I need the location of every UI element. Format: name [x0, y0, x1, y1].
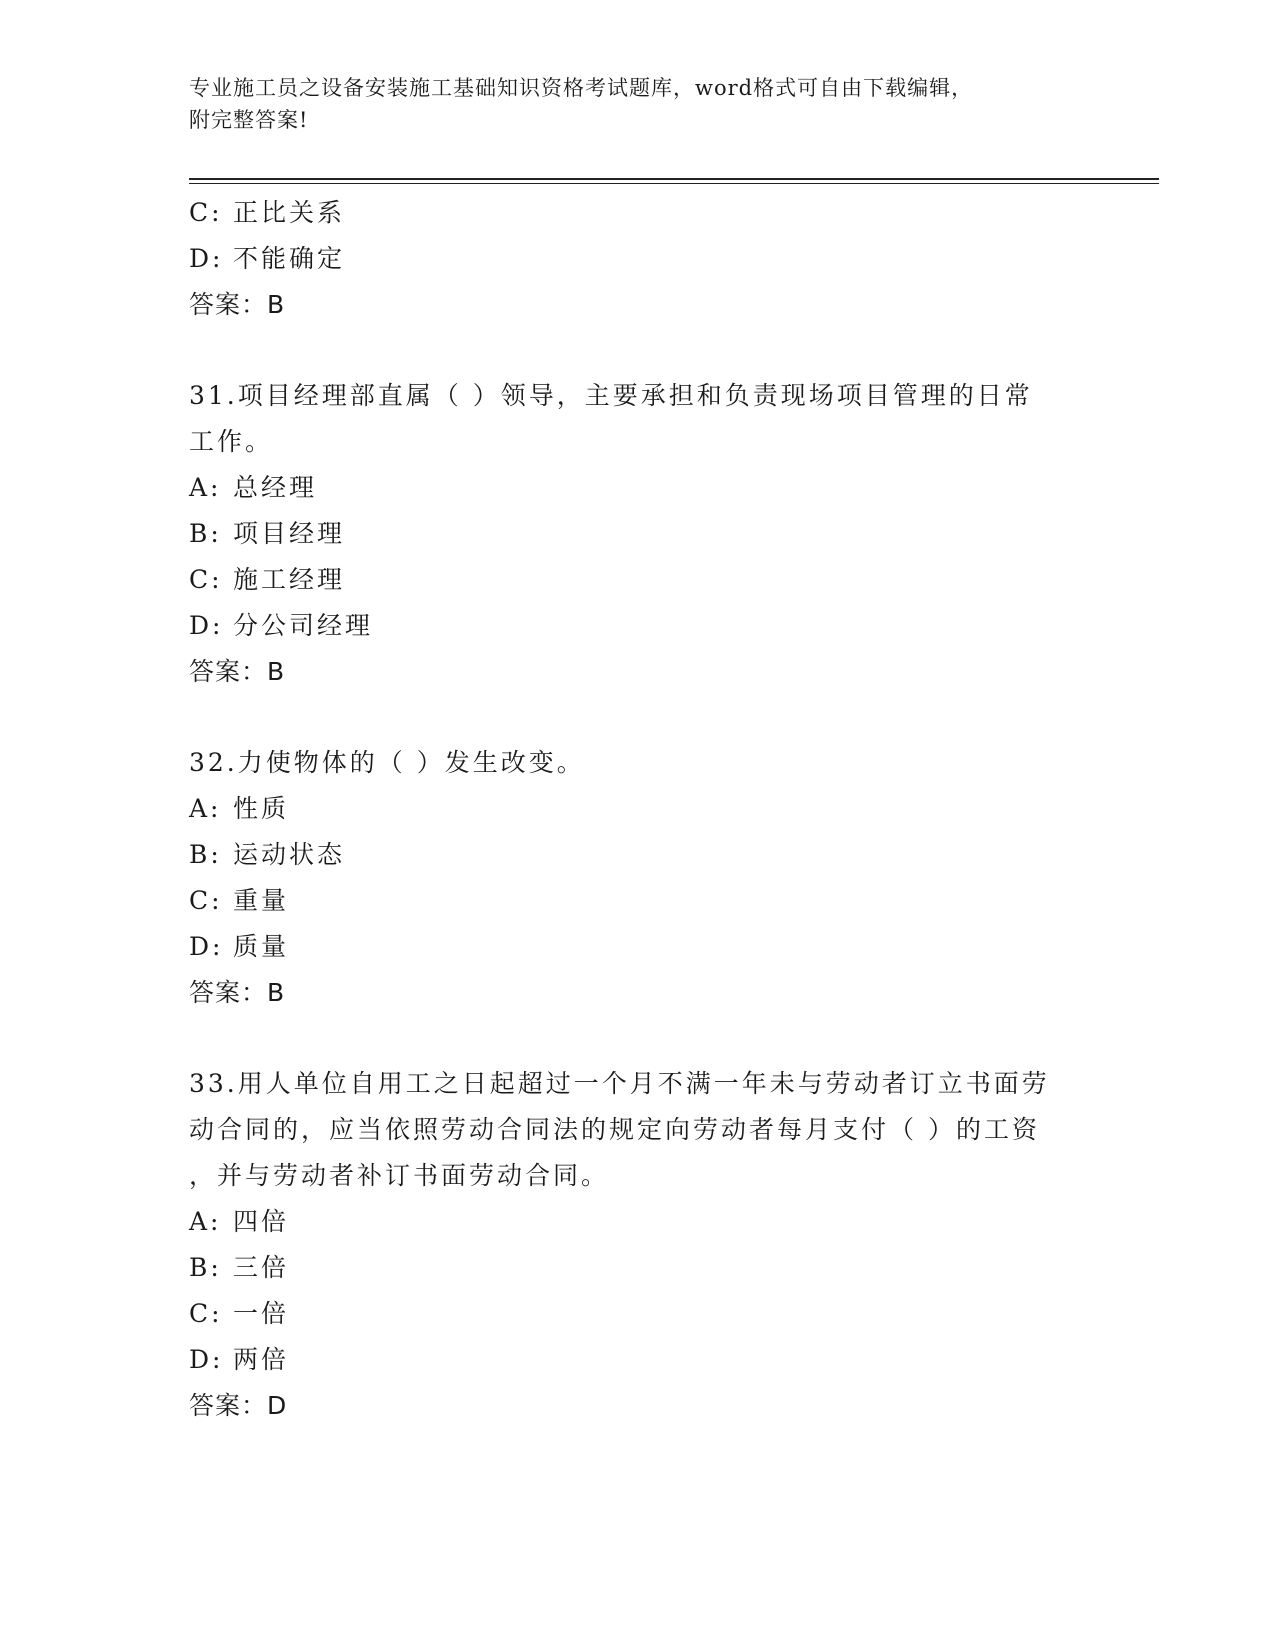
answer-line: 答案：D	[189, 1391, 288, 1420]
option-c	[189, 878, 1089, 924]
question-stem: 33.用人单位自用工之日起超过一个月不满一年未与劳动者订立书面劳	[189, 1069, 1050, 1098]
option-d	[189, 236, 1089, 282]
option-label: C:	[189, 198, 223, 227]
option-d	[189, 603, 1089, 649]
question-32	[189, 740, 1089, 1016]
option-text: 施工经理	[233, 565, 346, 594]
question-31	[189, 373, 1089, 695]
option-text: 质量	[233, 932, 290, 961]
option-a	[189, 465, 1089, 511]
option-text: 运动状态	[233, 840, 346, 869]
option-label: D:	[189, 244, 224, 273]
option-text: 性质	[233, 794, 290, 823]
option-label: C:	[189, 565, 223, 594]
option-c	[189, 1291, 1089, 1337]
option-text: 两倍	[233, 1345, 290, 1374]
question-stem-cont: 动合同的，应当依照劳动合同法的规定向劳动者每月支付（ ）的工资	[189, 1115, 1040, 1144]
question-stem: 32.力使物体的（ ）发生改变。	[189, 748, 585, 777]
option-b	[189, 511, 1089, 557]
header-title-line2: 附完整答案!	[189, 108, 309, 132]
option-text: 正比关系	[233, 198, 346, 227]
option-b	[189, 832, 1089, 878]
spacer	[189, 328, 1089, 373]
spacer	[189, 1016, 1089, 1061]
option-label: C:	[189, 886, 223, 915]
option-d	[189, 924, 1089, 970]
answer-line: 答案：B	[189, 290, 286, 319]
question-33	[189, 1061, 1089, 1429]
option-c	[189, 557, 1089, 603]
option-text: 项目经理	[233, 519, 346, 548]
option-d	[189, 1337, 1089, 1383]
answer-line: 答案：B	[189, 978, 286, 1007]
option-text: 三倍	[233, 1253, 290, 1282]
option-label: D:	[189, 1345, 224, 1374]
header-divider-thin	[189, 183, 1159, 184]
answer-line: 答案：B	[189, 657, 286, 686]
header-divider	[189, 178, 1159, 180]
option-label: A:	[189, 1207, 222, 1236]
option-text: 重量	[233, 886, 290, 915]
option-text: 不能确定	[233, 244, 346, 273]
prev-question	[189, 190, 1089, 328]
option-a	[189, 786, 1089, 832]
spacer	[189, 695, 1089, 740]
header-title-line1: 专业施工员之设备安装施工基础知识资格考试题库，word格式可自由下载编辑，	[189, 76, 974, 100]
option-label: B:	[189, 519, 222, 548]
option-a	[189, 1199, 1089, 1245]
option-c	[189, 190, 1089, 236]
option-text: 一倍	[233, 1299, 290, 1328]
option-text: 四倍	[233, 1207, 290, 1236]
option-label: D:	[189, 611, 224, 640]
question-stem-cont: ，并与劳动者补订书面劳动合同。	[189, 1161, 610, 1190]
option-label: A:	[189, 473, 222, 502]
page-header	[189, 72, 1089, 136]
question-stem: 31.项目经理部直属（ ）领导，主要承担和负责现场项目管理的日常	[189, 381, 1033, 410]
option-b	[189, 1245, 1089, 1291]
question-stem-cont: 工作。	[189, 427, 274, 456]
option-text: 总经理	[233, 473, 318, 502]
option-label: D:	[189, 932, 224, 961]
option-label: C:	[189, 1299, 223, 1328]
option-label: B:	[189, 840, 222, 869]
option-label: B:	[189, 1253, 222, 1282]
option-text: 分公司经理	[233, 611, 374, 640]
question-list	[189, 190, 1089, 1429]
option-label: A:	[189, 794, 222, 823]
